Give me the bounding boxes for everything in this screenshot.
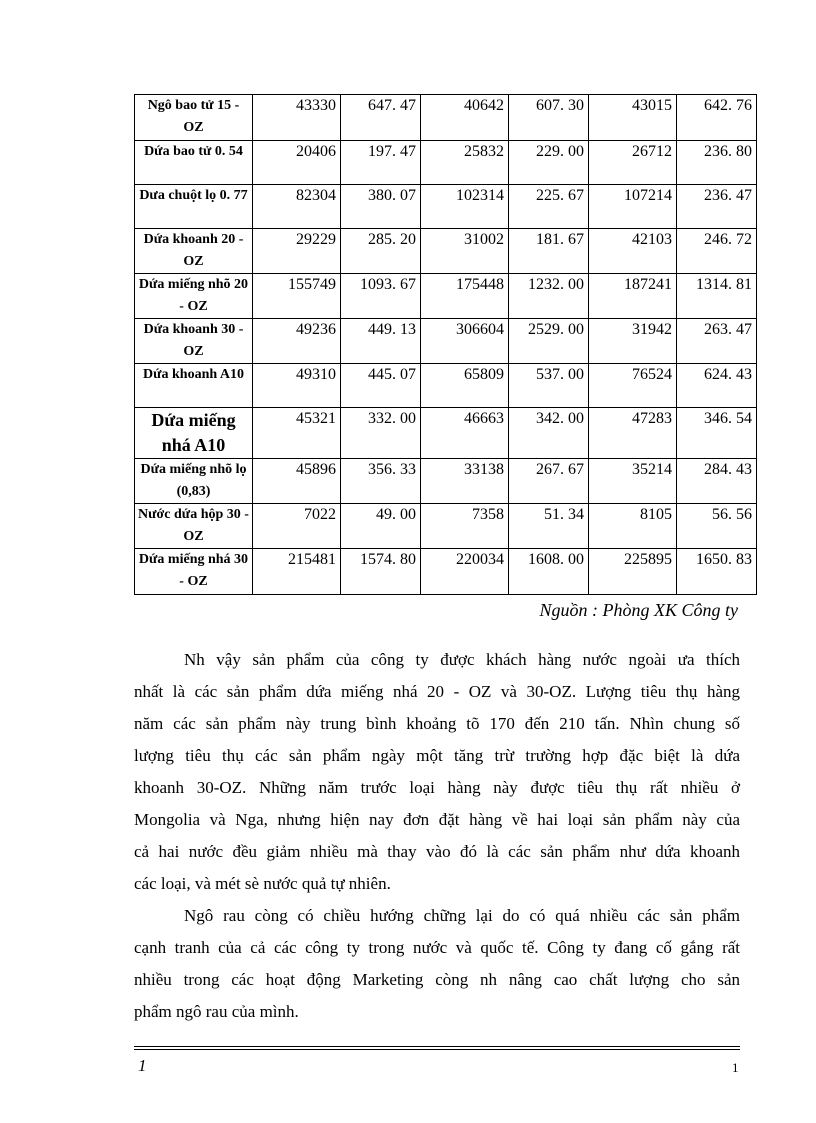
- value-cell-c4: 225. 67: [509, 185, 589, 229]
- product-name-cell: Dứa khoanh 30 - OZ: [135, 319, 253, 364]
- value-cell-c3: 33138: [421, 459, 509, 504]
- value-cell-c5: 42103: [589, 229, 677, 274]
- value-cell-c4: 267. 67: [509, 459, 589, 504]
- value-cell-c6: 246. 72: [677, 229, 757, 274]
- table-row: [135, 229, 757, 274]
- table-row: [135, 185, 757, 229]
- product-name-cell: Dứa miếng nhá A10: [135, 408, 253, 459]
- value-cell-c3: 102314: [421, 185, 509, 229]
- value-cell-c1: 45896: [253, 459, 341, 504]
- value-cell-c3: 7358: [421, 504, 509, 549]
- value-cell-c3: 31002: [421, 229, 509, 274]
- table-row: [135, 459, 757, 504]
- value-cell-c1: 155749: [253, 274, 341, 319]
- paragraph-line: cả hai nước đều giảm nhiều mà thay vào đó là các sản phẩm như dứa khoanh: [134, 842, 740, 861]
- value-cell-c1: 45321: [253, 408, 341, 459]
- value-cell-c1: 49236: [253, 319, 341, 364]
- value-cell-c2: 1093. 67: [341, 274, 421, 319]
- product-name-cell: Dứa khoanh 20 - OZ: [135, 229, 253, 274]
- value-cell-c6: 346. 54: [677, 408, 757, 459]
- product-name-cell: Dứa miếng nhõ 20 - OZ: [135, 274, 253, 319]
- value-cell-c2: 332. 00: [341, 408, 421, 459]
- value-cell-c5: 8105: [589, 504, 677, 549]
- table-source-note: Nguồn : Phòng XK Công ty: [539, 600, 738, 620]
- value-cell-c2: 445. 07: [341, 364, 421, 408]
- value-cell-c2: 647. 47: [341, 95, 421, 141]
- product-name-cell: Nước dứa hộp 30 - OZ: [135, 504, 253, 549]
- value-cell-c6: 263. 47: [677, 319, 757, 364]
- value-cell-c4: 1232. 00: [509, 274, 589, 319]
- product-name-cell: Ngô bao tử 15 - OZ: [135, 95, 253, 141]
- value-cell-c3: 306604: [421, 319, 509, 364]
- value-cell-c6: 1650. 83: [677, 549, 757, 595]
- data-table-container: [134, 94, 757, 595]
- value-cell-c2: 49. 00: [341, 504, 421, 549]
- paragraph-2: [134, 900, 740, 1028]
- paragraph-line: nhiều trong các hoạt động Marketing còng nh nâng cao chất lượng cho sản: [134, 970, 740, 989]
- paragraph-line: Nh vậy sản phẩm của công ty được khách hàng nước ngoài ưa thích: [184, 650, 740, 669]
- value-cell-c1: 7022: [253, 504, 341, 549]
- value-cell-c6: 236. 80: [677, 141, 757, 185]
- value-cell-c1: 82304: [253, 185, 341, 229]
- value-cell-c4: 537. 00: [509, 364, 589, 408]
- product-name-cell: Dứa miếng nhá 30 - OZ: [135, 549, 253, 595]
- value-cell-c5: 31942: [589, 319, 677, 364]
- footer-divider: [134, 1046, 740, 1050]
- value-cell-c4: 229. 00: [509, 141, 589, 185]
- table-row: [135, 95, 757, 141]
- table-row: [135, 364, 757, 408]
- value-cell-c6: 1314. 81: [677, 274, 757, 319]
- value-cell-c1: 29229: [253, 229, 341, 274]
- paragraph-line: lượng tiêu thụ các sản phẩm ngày một tăng trừ trường hợp đặc biệt là dứa: [134, 746, 740, 765]
- product-name-cell: Dứa khoanh A10: [135, 364, 253, 408]
- paragraph-line: khoanh 30-OZ. Những năm trước loại hàng này được tiêu thụ rất nhiều ở: [134, 778, 740, 797]
- value-cell-c4: 1608. 00: [509, 549, 589, 595]
- value-cell-c3: 25832: [421, 141, 509, 185]
- value-cell-c3: 40642: [421, 95, 509, 141]
- paragraph-line: Ngô rau còng có chiều hướng chững lại do có quá nhiều các sản phẩm: [184, 906, 740, 925]
- footer-left-mark: 1: [138, 1056, 147, 1075]
- table-row: [135, 549, 757, 595]
- value-cell-c2: 356. 33: [341, 459, 421, 504]
- value-cell-c2: 197. 47: [341, 141, 421, 185]
- value-cell-c3: 65809: [421, 364, 509, 408]
- value-cell-c5: 35214: [589, 459, 677, 504]
- product-name-cell: Dưa chuột lọ 0. 77: [135, 185, 253, 229]
- product-table: [134, 94, 757, 595]
- paragraph-line: các loại, và mét sè nước quả tự nhiên.: [134, 874, 391, 893]
- value-cell-c3: 175448: [421, 274, 509, 319]
- table-row: [135, 504, 757, 549]
- value-cell-c5: 43015: [589, 95, 677, 141]
- paragraph-line: Mongolia và Nga, nhưng hiện nay đơn đặt hàng về hai loại sản phẩm này của: [134, 810, 740, 829]
- value-cell-c5: 47283: [589, 408, 677, 459]
- value-cell-c5: 225895: [589, 549, 677, 595]
- value-cell-c4: 2529. 00: [509, 319, 589, 364]
- value-cell-c6: 624. 43: [677, 364, 757, 408]
- value-cell-c1: 215481: [253, 549, 341, 595]
- value-cell-c4: 607. 30: [509, 95, 589, 141]
- table-row: [135, 319, 757, 364]
- value-cell-c3: 220034: [421, 549, 509, 595]
- value-cell-c2: 285. 20: [341, 229, 421, 274]
- value-cell-c3: 46663: [421, 408, 509, 459]
- value-cell-c5: 76524: [589, 364, 677, 408]
- value-cell-c5: 26712: [589, 141, 677, 185]
- table-row: [135, 274, 757, 319]
- value-cell-c1: 43330: [253, 95, 341, 141]
- value-cell-c1: 49310: [253, 364, 341, 408]
- value-cell-c2: 380. 07: [341, 185, 421, 229]
- table-row: [135, 141, 757, 185]
- value-cell-c4: 51. 34: [509, 504, 589, 549]
- value-cell-c6: 56. 56: [677, 504, 757, 549]
- product-name-cell: Dứa bao tử 0. 54: [135, 141, 253, 185]
- value-cell-c6: 236. 47: [677, 185, 757, 229]
- value-cell-c6: 642. 76: [677, 95, 757, 141]
- value-cell-c1: 20406: [253, 141, 341, 185]
- value-cell-c6: 284. 43: [677, 459, 757, 504]
- paragraph-line: năm các sản phẩm này trung bình khoảng tõ 170 đến 210 tấn. Nhìn chung số: [134, 714, 740, 733]
- paragraph-line: cạnh tranh của cả các công ty trong nước và quốc tế. Công ty đang cố gắng rất: [134, 938, 740, 957]
- value-cell-c5: 187241: [589, 274, 677, 319]
- value-cell-c4: 342. 00: [509, 408, 589, 459]
- product-name-cell: Dứa miếng nhõ lọ (0,83): [135, 459, 253, 504]
- value-cell-c2: 1574. 80: [341, 549, 421, 595]
- value-cell-c5: 107214: [589, 185, 677, 229]
- value-cell-c4: 181. 67: [509, 229, 589, 274]
- paragraph-line: nhất là các sản phẩm dứa miếng nhá 20 - OZ và 30-OZ. Lượng tiêu thụ hàng: [134, 682, 740, 701]
- paragraph-1: [134, 644, 740, 900]
- table-row: [135, 408, 757, 459]
- value-cell-c2: 449. 13: [341, 319, 421, 364]
- paragraph-line: phẩm ngô rau của mình.: [134, 1002, 299, 1021]
- page-number: 1: [732, 1060, 739, 1075]
